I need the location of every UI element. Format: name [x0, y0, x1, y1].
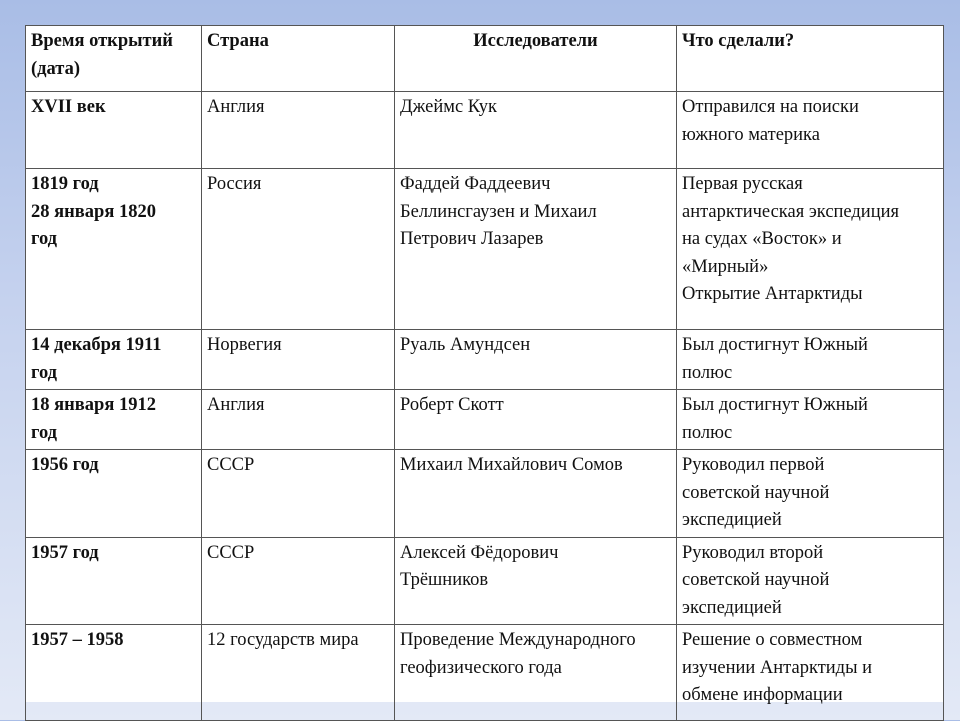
cell-country: СССР	[202, 450, 395, 538]
antarctica-exploration-table	[25, 25, 944, 721]
cell-country: СССР	[202, 537, 395, 625]
cell-explorers: Михаил Михайлович Сомов	[395, 450, 677, 538]
header-date-line: (дата)	[31, 58, 81, 79]
cell-date: 1957 год	[26, 537, 202, 625]
cell-country: Англия	[202, 390, 395, 450]
cell-explorers: Алексей Фёдорович Трёшников	[395, 537, 677, 625]
cell-explorers: Роберт Скотт	[395, 390, 677, 450]
header-date	[26, 26, 202, 92]
cell-date: 1956 год	[26, 450, 202, 538]
cell-deeds: Руководил первой советской научной экспедицией	[677, 450, 944, 538]
cell-country: Англия	[202, 92, 395, 169]
header-date-line: Время открытий	[31, 31, 173, 51]
header-explorers: Исследователи	[395, 26, 677, 92]
cell-country: Россия	[202, 169, 395, 330]
table-sheet	[25, 25, 943, 705]
cell-deeds: Отправился на поиски южного материка	[677, 92, 944, 169]
cell-deeds: Был достигнут Южный полюс	[677, 330, 944, 390]
cell-date: XVII век	[26, 92, 202, 169]
cell-explorers: Руаль Амундсен	[395, 330, 677, 390]
cell-deeds: Первая русская антарктическая экспедиция на судах «Восток» и «Мирный» Открытие Антарктиды	[677, 169, 944, 330]
header-deeds: Что сделали?	[677, 26, 944, 92]
table-header-row	[26, 26, 944, 92]
cell-date: 1957 – 1958	[26, 625, 202, 721]
cell-deeds: Решение о совместном изучении Антарктиды и обмене информации	[677, 625, 944, 721]
cell-explorers: Джеймс Кук	[395, 92, 677, 169]
cell-explorers: Фаддей Фаддеевич Беллинсгаузен и Михаил Петрович Лазарев	[395, 169, 677, 330]
table-row	[26, 92, 944, 169]
table-row	[26, 537, 944, 625]
cell-date: 14 декабря 1911 год	[26, 330, 202, 390]
cell-country: 12 государств мира	[202, 625, 395, 721]
cell-date: 18 января 1912 год	[26, 390, 202, 450]
table-row	[26, 625, 944, 721]
table-row	[26, 169, 944, 330]
table-row	[26, 450, 944, 538]
table-row	[26, 390, 944, 450]
header-country: Страна	[202, 26, 395, 92]
table-row	[26, 330, 944, 390]
cell-deeds: Руководил второй советской научной экспедицией	[677, 537, 944, 625]
cell-explorers: Проведение Международного геофизического года	[395, 625, 677, 721]
cell-country: Норвегия	[202, 330, 395, 390]
cell-deeds: Был достигнут Южный полюс	[677, 390, 944, 450]
cell-date: 1819 год 28 января 1820 год	[26, 169, 202, 330]
